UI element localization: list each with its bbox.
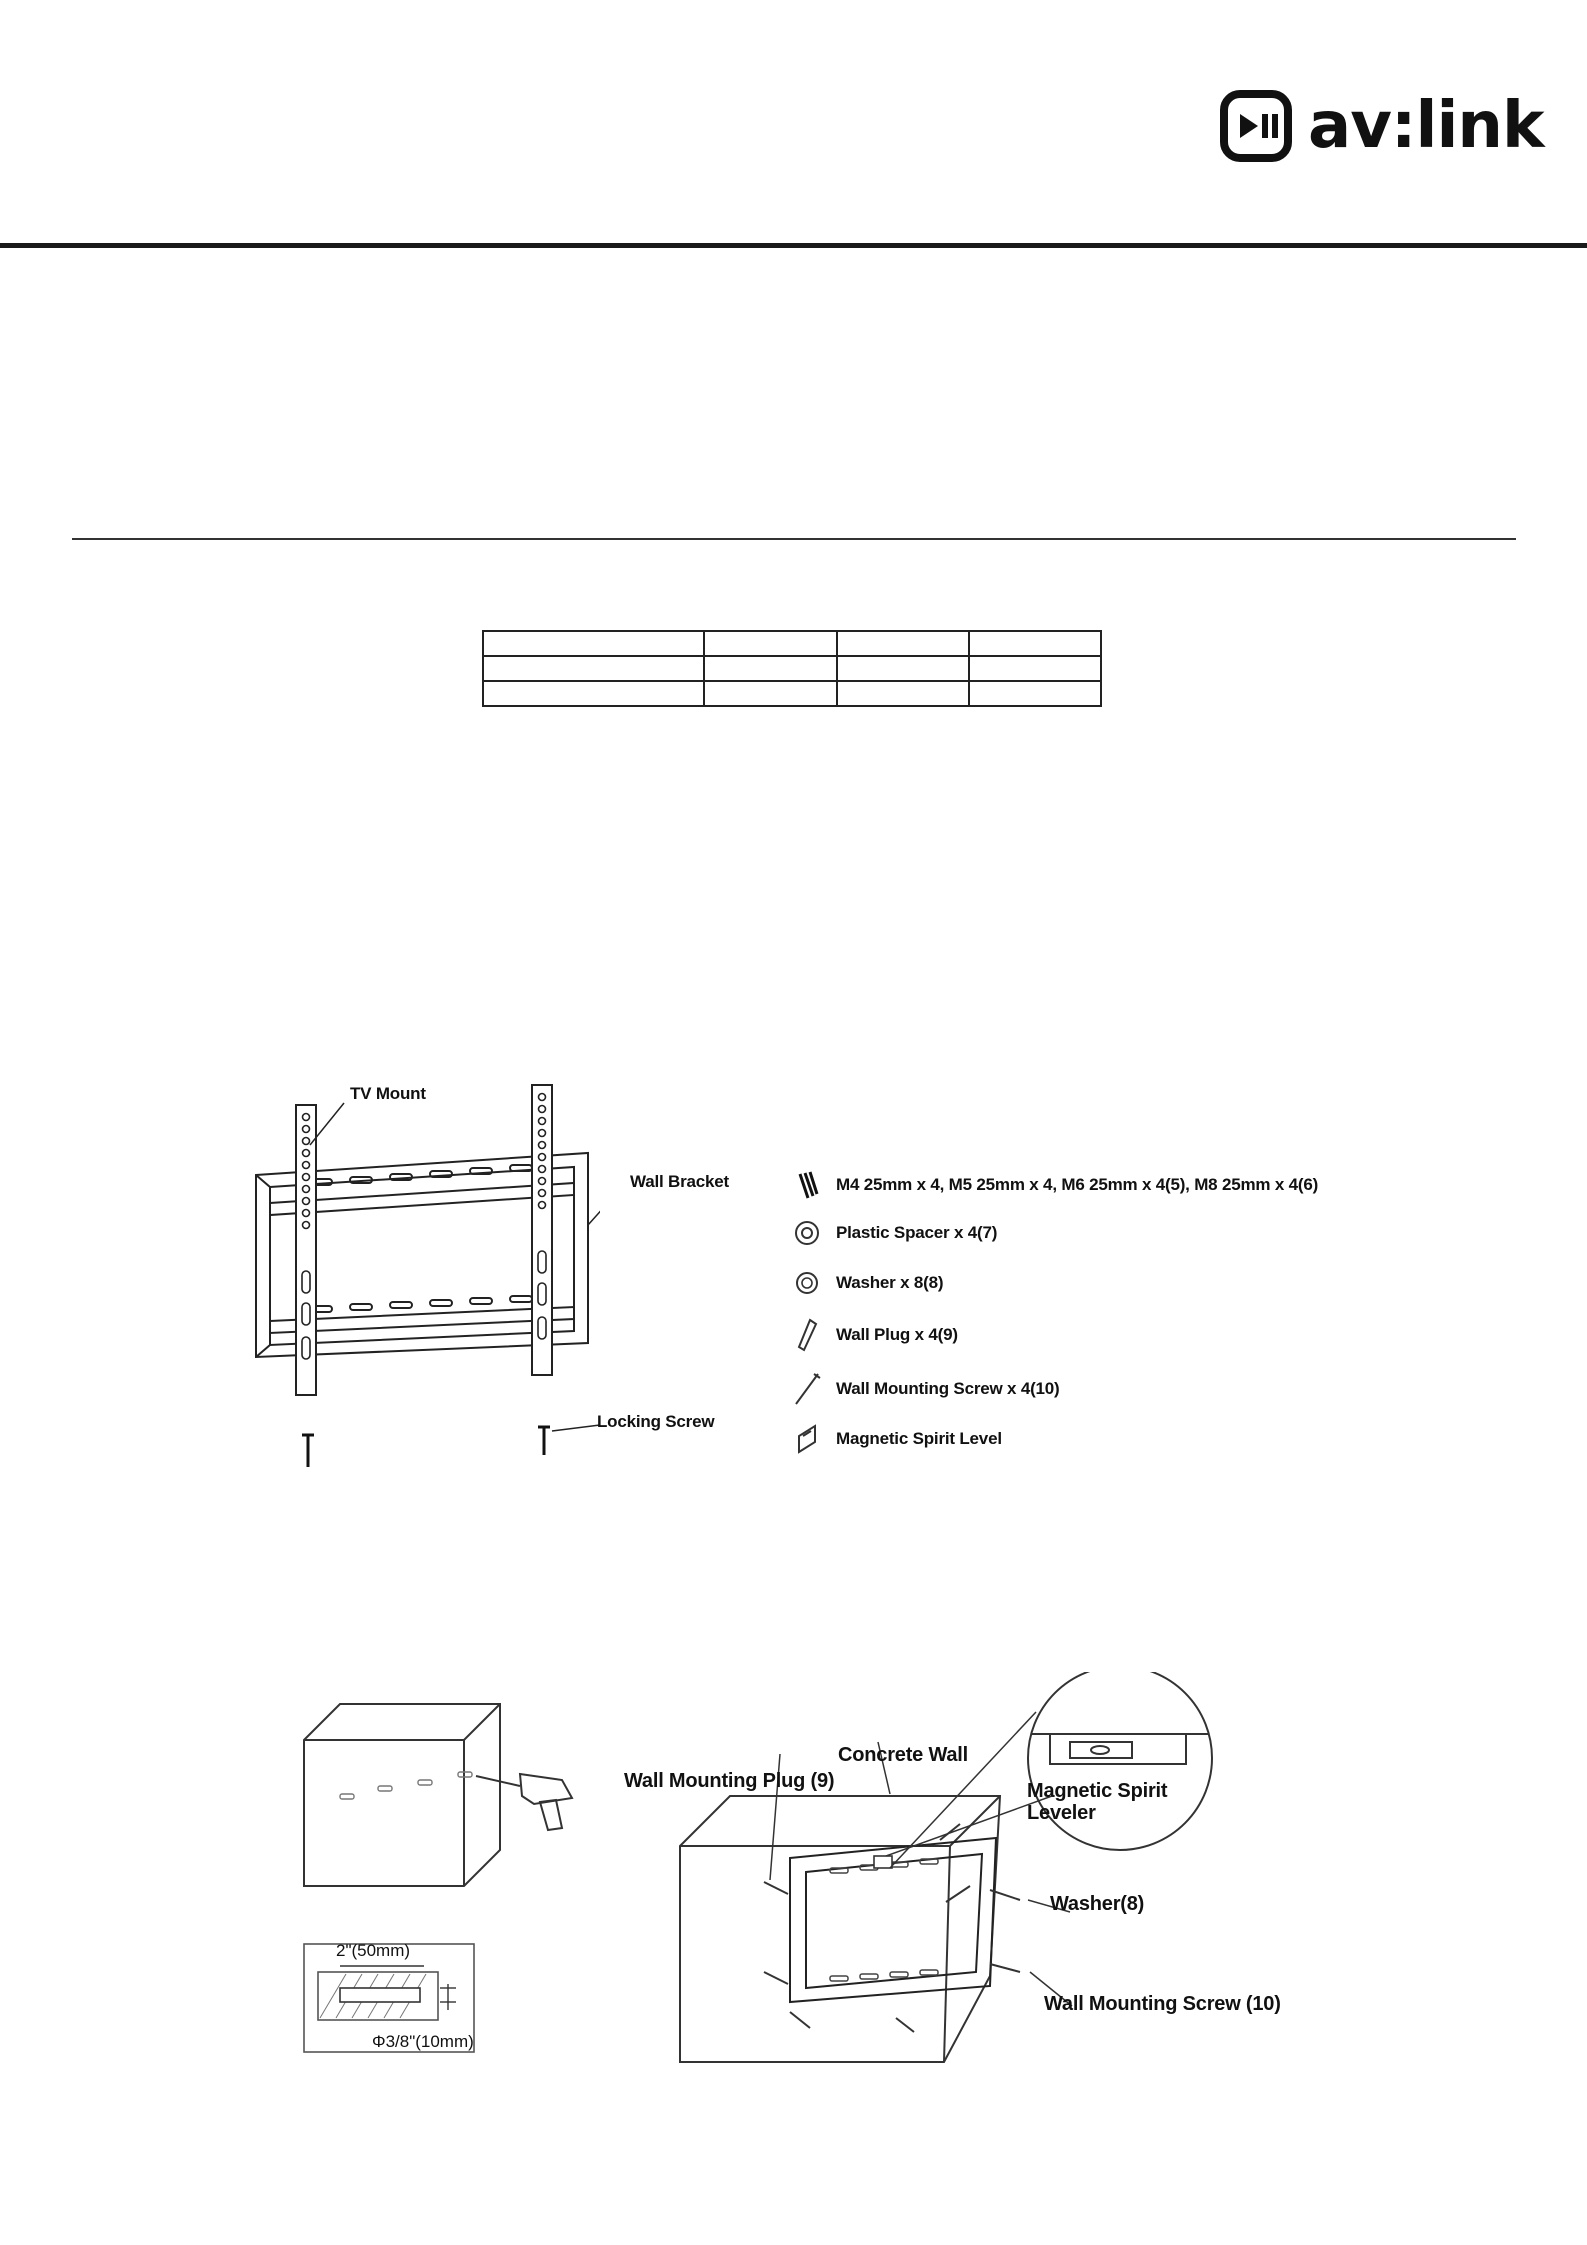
drilling-drawing [300,1700,600,2060]
tv-mount-label: TV Mount [350,1084,426,1103]
table-cell [969,681,1101,706]
table-cell [969,656,1101,681]
part-label: Magnetic Spirit Level [836,1429,1002,1448]
part-label: Wall Plug x 4(9) [836,1325,958,1344]
table-cell [704,681,837,706]
wall-screw-label: Wall Mounting Screw (10) [1044,1993,1281,2015]
concrete-wall-label: Concrete Wall [838,1744,969,1766]
list-item [790,1263,943,1303]
list-item [790,1419,1002,1459]
part-label: Wall Mounting Screw x 4(10) [836,1379,1060,1398]
play-pause-icon [1220,90,1292,162]
leveler-label-line1: Magnetic Spirit [1027,1780,1168,1802]
list-item [790,1315,958,1355]
list-item [790,1369,1060,1409]
list-item [790,1213,997,1253]
leveler-label-line2: Leveler [1027,1802,1096,1824]
table-row [483,681,1101,706]
table-row [483,656,1101,681]
part-label: Washer x 8(8) [836,1273,944,1292]
table-cell [483,631,704,656]
wall-screw-icon [790,1369,824,1409]
locking-screw-label: Locking Screw [597,1412,715,1431]
wall-bracket-label: Wall Bracket [630,1172,730,1191]
washer-label: Washer(8) [1050,1893,1145,1915]
table-cell [837,681,970,706]
mount-drawing [240,1075,600,1475]
part-label: M4 25mm x 4, M5 25mm x 4, M6 25mm x 4(5), M8 25mm x 4(6) [836,1175,1319,1194]
wall-plug-label: Wall Mounting Plug (9) [624,1770,835,1792]
table-cell [704,631,837,656]
diameter-label: Φ3/8"(10mm) [372,2032,474,2051]
depth-label: 2"(50mm) [336,1941,411,1960]
header-divider [0,243,1587,248]
logo-text: av:link [1308,89,1544,163]
wall-plug-icon [790,1315,824,1355]
list-item [790,1165,1318,1205]
table-cell [483,656,704,681]
brand-logo [1220,84,1544,168]
table-cell [837,656,970,681]
table-cell [704,656,837,681]
spec-table [482,630,1102,707]
part-label: Plastic Spacer x 4(7) [836,1223,998,1242]
table-cell [969,631,1101,656]
table-cell [483,681,704,706]
plastic-spacer-icon [790,1213,824,1253]
screws-icon [790,1165,824,1205]
section-divider [72,538,1516,540]
spirit-level-icon [790,1419,824,1459]
table-cell [837,631,970,656]
table-row [483,631,1101,656]
washer-icon [790,1263,824,1303]
